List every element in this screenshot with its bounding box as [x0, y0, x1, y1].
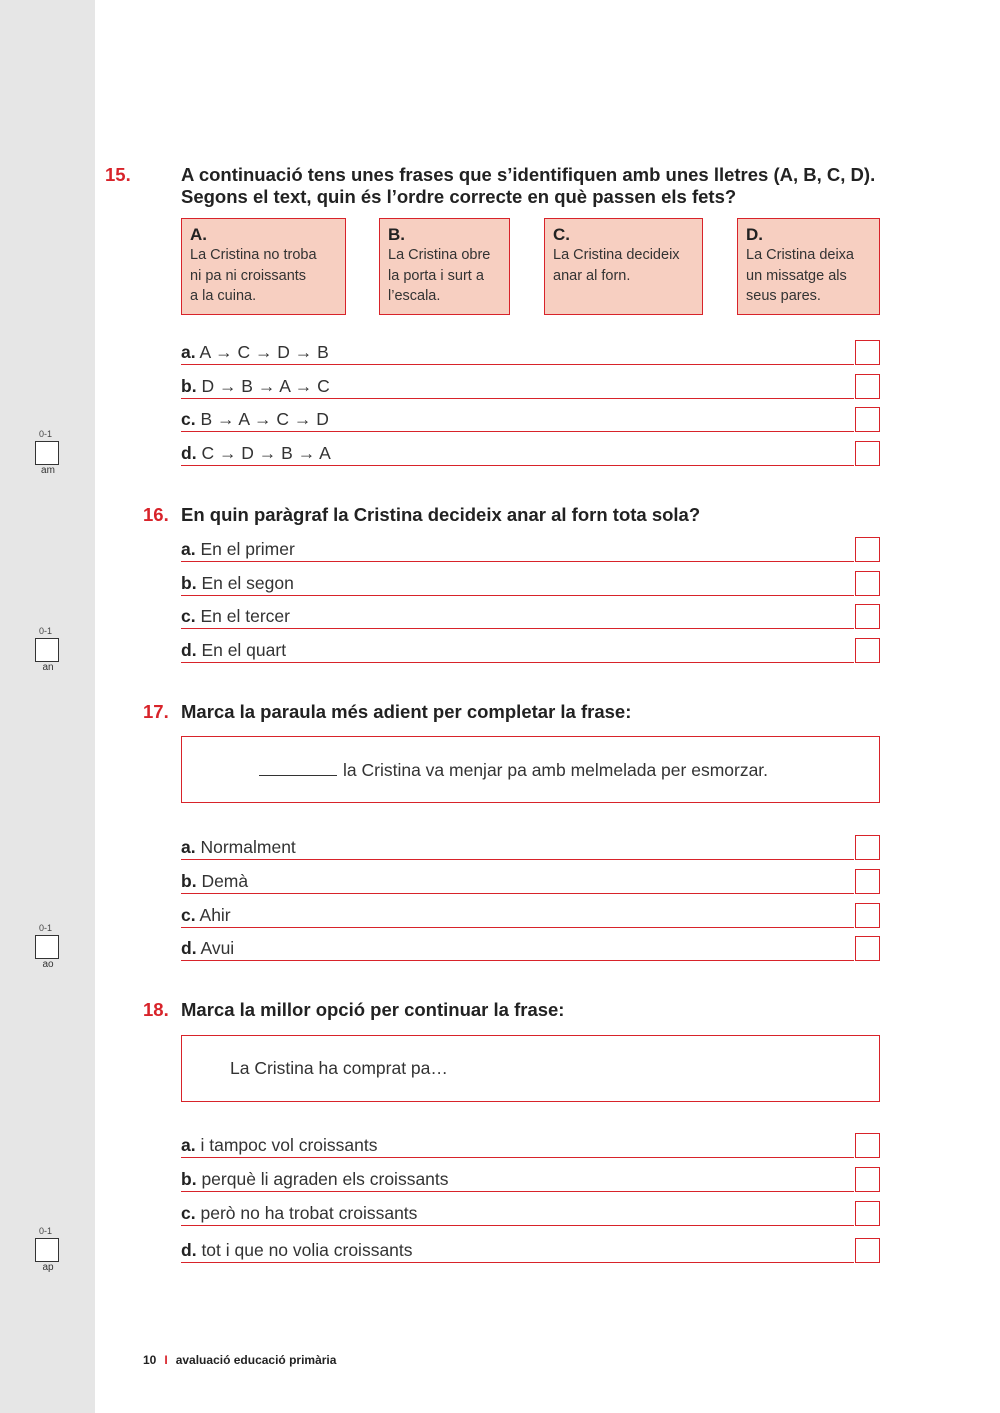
option-underline — [181, 859, 854, 860]
left-margin-strip — [0, 0, 95, 1413]
option-underline — [181, 465, 854, 466]
score-code: ao — [42, 959, 54, 970]
option-text: Normalment — [200, 837, 296, 857]
option-text: Demà — [201, 871, 249, 891]
question-text: En quin paràgraf la Cristina decideix anar al forn tota sola? — [181, 504, 701, 525]
answer-checkbox[interactable] — [855, 936, 880, 961]
question-number: 15. — [105, 164, 131, 185]
option-letter: a. — [181, 837, 196, 857]
option-underline — [181, 431, 854, 432]
option-text: En el quart — [201, 640, 287, 660]
option-text: i tampoc vol croissants — [200, 1135, 378, 1155]
card-line: La Cristina no troba — [190, 247, 317, 263]
fill-in-blank[interactable] — [259, 759, 337, 776]
option-letter: c. — [181, 409, 196, 429]
option-underline — [181, 1157, 854, 1158]
option-18-a — [181, 1132, 880, 1158]
answer-checkbox[interactable] — [855, 1201, 880, 1226]
question-text: Marca la millor opció per continuar la frase: — [181, 999, 565, 1020]
card-line: l’escala. — [388, 288, 441, 304]
question-15 — [105, 164, 921, 208]
option-underline — [181, 595, 854, 596]
option-underline — [181, 628, 854, 629]
answer-checkbox[interactable] — [855, 903, 880, 928]
question-16 — [143, 504, 883, 526]
option-underline — [181, 1225, 854, 1226]
option-letter: c. — [181, 905, 196, 925]
option-letter: a. — [181, 1135, 196, 1155]
option-text: En el segon — [201, 573, 294, 593]
option-letter: d. — [181, 640, 197, 660]
option-text: Avui — [200, 938, 235, 958]
option-underline — [181, 960, 854, 961]
option-text: A → C → D → B — [199, 342, 329, 362]
answer-checkbox[interactable] — [855, 835, 880, 860]
page-footer — [143, 1353, 336, 1367]
option-16-a — [181, 536, 880, 562]
event-cards — [181, 218, 880, 318]
footer-separator: I — [164, 1353, 168, 1367]
option-underline — [181, 662, 854, 663]
answer-checkbox[interactable] — [855, 407, 880, 432]
option-underline — [181, 398, 854, 399]
option-17-c — [181, 902, 880, 928]
option-18-b — [181, 1166, 880, 1192]
option-letter: b. — [181, 871, 197, 891]
answer-checkbox[interactable] — [855, 340, 880, 365]
answer-checkbox[interactable] — [855, 571, 880, 596]
option-letter: d. — [181, 1240, 197, 1260]
card-line: anar al forn. — [553, 267, 631, 284]
option-letter: b. — [181, 376, 197, 396]
score-input[interactable] — [35, 1238, 59, 1262]
question-text: Marca la paraula més adient per completar la frase: — [181, 701, 632, 722]
page-number: 10 — [143, 1353, 157, 1367]
card-letter: B. — [388, 225, 405, 244]
card-line: un missatge als — [746, 267, 847, 284]
card-line: seus pares. — [746, 288, 821, 304]
event-card-d — [737, 218, 880, 315]
option-text: tot i que no volia croissants — [201, 1240, 413, 1260]
score-box-ao — [35, 923, 61, 971]
answer-checkbox[interactable] — [855, 374, 880, 399]
event-card-a — [181, 218, 346, 315]
answer-checkbox[interactable] — [855, 1133, 880, 1158]
option-16-c — [181, 603, 880, 629]
footer-title: avaluació educació primària — [175, 1353, 337, 1367]
question-number: 16. — [143, 504, 169, 525]
sentence-text: la Cristina va menjar pa amb melmelada per esmorzar. — [343, 760, 769, 780]
answer-checkbox[interactable] — [855, 869, 880, 894]
option-17-d — [181, 935, 880, 961]
card-letter: A. — [190, 225, 207, 244]
score-box-ap — [35, 1226, 61, 1274]
score-input[interactable] — [35, 935, 59, 959]
card-line: La Cristina deixa — [746, 247, 854, 263]
option-text: D → B → A → C — [201, 376, 330, 396]
card-line: La Cristina decideix — [553, 247, 680, 263]
event-card-c — [544, 218, 703, 315]
card-line: La Cristina obre — [388, 247, 491, 263]
option-text: Ahir — [199, 905, 231, 925]
option-16-b — [181, 570, 880, 596]
answer-checkbox[interactable] — [855, 638, 880, 663]
answer-checkbox[interactable] — [855, 441, 880, 466]
option-text: En el primer — [200, 539, 295, 559]
sentence-box-18 — [181, 1035, 880, 1102]
score-box-an — [35, 626, 61, 674]
question-text: A continuació tens unes frases que s’identifiquen amb unes lletres (A, B, C, D). Segons el text, quin és l’ordre correcte en què passen els fets? — [181, 164, 876, 207]
answer-checkbox[interactable] — [855, 537, 880, 562]
card-letter: C. — [553, 225, 570, 244]
question-number: 18. — [143, 999, 169, 1020]
score-range: 0-1 — [39, 626, 53, 636]
option-18-d — [181, 1237, 880, 1263]
option-underline — [181, 364, 854, 365]
option-16-d — [181, 637, 880, 663]
card-line: a la cuina. — [190, 288, 257, 304]
option-letter: d. — [181, 443, 197, 463]
question-17 — [143, 701, 883, 723]
card-letter: D. — [746, 225, 763, 244]
option-underline — [181, 1262, 854, 1263]
answer-checkbox[interactable] — [855, 1238, 880, 1263]
option-17-b — [181, 868, 880, 894]
answer-checkbox[interactable] — [855, 604, 880, 629]
option-18-c — [181, 1200, 880, 1226]
question-18 — [143, 999, 883, 1021]
option-text: C → D → B → A — [201, 443, 331, 463]
option-15-d — [181, 440, 880, 466]
question-number: 17. — [143, 701, 169, 722]
option-15-b — [181, 373, 880, 399]
card-line: ni pa ni croissants — [190, 267, 307, 284]
option-text: B → A → C → D — [200, 409, 329, 429]
option-text: perquè li agraden els croissants — [201, 1169, 449, 1189]
option-underline — [181, 927, 854, 928]
score-code: ap — [42, 1262, 54, 1273]
option-text: En el tercer — [200, 606, 290, 626]
option-underline — [181, 1191, 854, 1192]
card-line: la porta i surt a — [388, 267, 484, 284]
score-input[interactable] — [35, 441, 59, 465]
option-letter: b. — [181, 1169, 197, 1189]
option-letter: b. — [181, 573, 197, 593]
option-15-c — [181, 406, 880, 432]
event-card-b — [379, 218, 510, 315]
option-17-a — [181, 834, 880, 860]
option-letter: a. — [181, 539, 196, 559]
option-15-a — [181, 339, 880, 365]
option-letter: c. — [181, 1203, 196, 1223]
option-letter: d. — [181, 938, 197, 958]
option-underline — [181, 893, 854, 894]
score-box-am — [35, 429, 61, 477]
sentence-text: La Cristina ha comprat pa… — [230, 1058, 448, 1078]
option-underline — [181, 561, 854, 562]
option-letter: a. — [181, 342, 196, 362]
score-range: 0-1 — [39, 429, 53, 439]
sentence-box-17 — [181, 736, 880, 803]
option-text: però no ha trobat croissants — [200, 1203, 418, 1223]
score-range: 0-1 — [39, 1226, 53, 1236]
answer-checkbox[interactable] — [855, 1167, 880, 1192]
score-code: an — [42, 662, 54, 673]
score-code: am — [41, 465, 55, 476]
option-letter: c. — [181, 606, 196, 626]
score-range: 0-1 — [39, 923, 53, 933]
score-input[interactable] — [35, 638, 59, 662]
